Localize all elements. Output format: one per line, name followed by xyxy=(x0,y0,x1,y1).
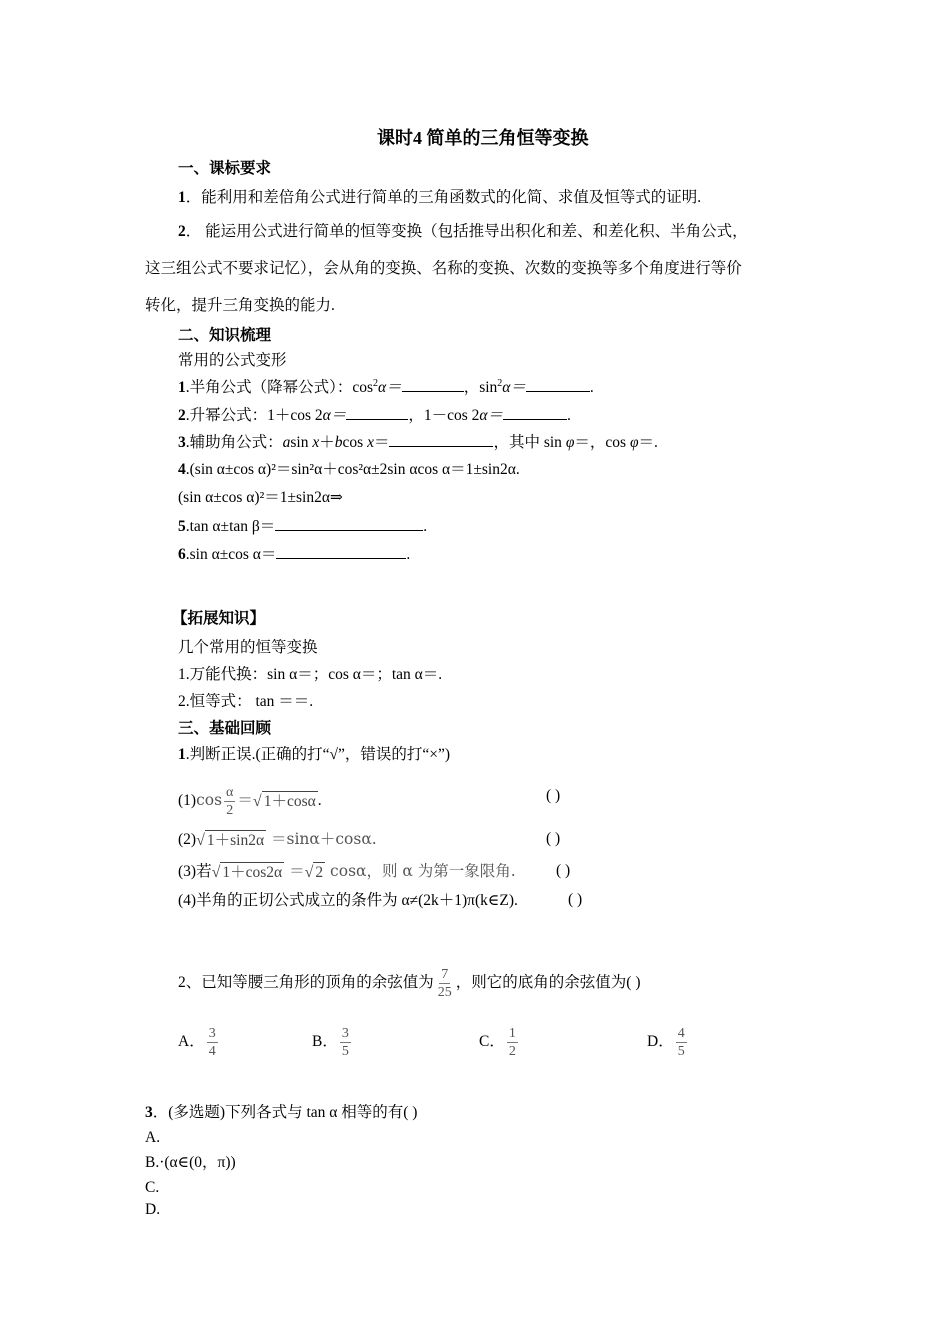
question-3-option-d[interactable]: D. xyxy=(145,1201,161,1218)
item-text-line-1: ． 能运用公式进行简单的恒等变换（包括推导出积化和差、和差化积、半角公式， xyxy=(185,223,748,240)
fraction: $\frac{3}{5}$ xyxy=(341,1026,349,1059)
item-number: 4 xyxy=(178,461,186,478)
math-text: ＝ xyxy=(284,862,305,880)
answer-blank[interactable] xyxy=(526,377,590,392)
question-text: ，则它的底角的余弦值为 xyxy=(455,974,627,992)
part-label: (2) xyxy=(178,831,197,848)
formula-square-identity-2: (sin α±cos α)²＝1±sin2α⇒ xyxy=(178,489,343,506)
formula-text: x xyxy=(312,434,320,451)
formula-auxiliary-angle xyxy=(178,432,658,453)
question-1-part-2 xyxy=(178,829,377,851)
option-d[interactable] xyxy=(647,1025,689,1060)
answer-blank[interactable] xyxy=(276,544,406,559)
formula-text: φ xyxy=(629,434,639,451)
formula-text: b xyxy=(334,434,343,451)
formula-text: α＝ xyxy=(479,407,503,424)
question-number: 3 xyxy=(145,1104,153,1121)
question-3-option-b[interactable]: B.·(α∈(0，π)) xyxy=(145,1154,236,1171)
section-heading-review: 三、基础回顾 xyxy=(178,720,272,737)
page-title: 课时4 简单的三角恒等变换 xyxy=(377,128,589,148)
answer-blank[interactable] xyxy=(503,405,567,420)
square-root: √ 1＋cos2α xyxy=(211,863,283,881)
item-number: 5 xyxy=(178,518,186,535)
formula-text: x xyxy=(367,434,374,451)
requirement-item-2-line-2: 这三组公式不要求记忆），会从角的变换、名称的变换、次数的变换等多个角度进行等价 xyxy=(145,260,742,277)
question-text: 2、已知等腰三角形的顶角的余弦值为 xyxy=(178,974,434,992)
item-number: 2 xyxy=(178,223,186,240)
formula-text: .tan α±tan β＝ xyxy=(185,518,276,535)
square-root: √ 2 xyxy=(304,863,324,881)
question-text: ．(多选题)下列各式与 tan α 相等的有( ) xyxy=(152,1104,418,1121)
formula-text: α＝ xyxy=(502,379,526,396)
requirement-item-1 xyxy=(178,188,701,208)
question-1-part-1 xyxy=(178,784,322,819)
answer-paren[interactable]: ( ) xyxy=(568,891,583,908)
question-1-part-3 xyxy=(178,861,516,883)
fraction: $\frac{7}{25}$ xyxy=(437,967,452,1000)
formula-text: φ xyxy=(565,434,575,451)
item-number: 3 xyxy=(178,434,186,451)
formula-tangent-sum xyxy=(178,516,427,537)
math-text: ＝sinα＋cosα. xyxy=(266,830,377,848)
option-a[interactable] xyxy=(178,1025,220,1060)
part-label: (3)若 xyxy=(178,863,212,880)
question-3-option-a[interactable]: A. xyxy=(145,1129,161,1146)
section-heading-extension: 【拓展知识】 xyxy=(172,610,266,627)
formula-text: . xyxy=(589,379,594,396)
formula-text: .半角公式（降幂公式）：cos xyxy=(185,379,374,396)
question-3-option-c[interactable]: C. xyxy=(145,1179,160,1196)
item-number: 6 xyxy=(178,546,186,563)
formula-text: ＋ xyxy=(319,434,335,451)
formula-power-raising xyxy=(178,405,571,426)
option-b[interactable] xyxy=(312,1025,353,1060)
item-number: 2 xyxy=(178,407,186,424)
subheading-formulas: 常用的公式变形 xyxy=(178,352,287,369)
fraction: $\frac{4}{5}$ xyxy=(677,1026,685,1059)
formula-text: sin xyxy=(290,434,313,451)
answer-blank[interactable] xyxy=(346,405,408,420)
answer-blank[interactable] xyxy=(402,377,464,392)
formula-text: .辅助角公式： xyxy=(185,434,283,451)
math-text: cos xyxy=(196,791,223,810)
option-label: A． xyxy=(178,1033,205,1051)
formula-text: ，1－cos 2 xyxy=(408,407,480,424)
question-1-stem xyxy=(178,745,450,765)
formula-text: .升幂公式：1＋cos 2 xyxy=(185,407,323,424)
option-label: D． xyxy=(647,1033,674,1051)
option-label: B． xyxy=(312,1033,338,1051)
answer-paren[interactable]: ( ) xyxy=(556,862,571,879)
section-heading-requirements: 一、课标要求 xyxy=(178,160,272,177)
answer-paren[interactable]: ( ) xyxy=(626,974,641,992)
square-root: √ 1＋sin2α xyxy=(196,831,265,849)
fraction: $\frac{3}{4}$ xyxy=(208,1026,216,1059)
formula-text: ＝，cos xyxy=(574,434,630,451)
formula-text: cos xyxy=(342,434,368,451)
formula-half-angle: 1.半角公式（降幂公式）：$\cos^2\alpha=$ ，$\sin^2\alpha=$ . xyxy=(178,377,594,396)
question-3-stem xyxy=(145,1103,417,1123)
formula-text: ＝ xyxy=(373,434,390,451)
requirement-item-2-line-3: 转化，提升三角变换的能力. xyxy=(145,297,335,314)
question-1-part-4: (4)半角的正切公式成立的条件为 α≠(2k＋1)π(k∈Z). xyxy=(178,892,518,909)
formula-text: ＝. xyxy=(638,434,658,451)
question-number: 1 xyxy=(178,746,186,763)
math-text: ＝ xyxy=(237,791,253,810)
section-heading-knowledge: 二、知识梳理 xyxy=(178,327,272,344)
requirement-item-2 xyxy=(178,222,748,242)
option-c[interactable] xyxy=(479,1025,520,1060)
formula-square-identity xyxy=(178,460,520,480)
math-text: . xyxy=(317,792,322,810)
formula-text: a xyxy=(282,434,291,451)
identity-universal-substitution: 1.万能代换：sin α＝；cos α＝；tan α＝. xyxy=(178,666,443,683)
part-label: (1) xyxy=(178,792,197,810)
answer-paren[interactable]: ( ) xyxy=(546,787,561,804)
formula-text: ，sin xyxy=(463,379,498,396)
formula-text: α＝ xyxy=(322,407,347,424)
formula-text: . xyxy=(406,546,411,563)
formula-sin-cos-sum xyxy=(178,544,410,565)
answer-paren[interactable]: ( ) xyxy=(546,830,561,847)
item-number: 1 xyxy=(178,189,186,206)
formula-text: ，其中 sin xyxy=(493,434,566,451)
item-number: 1 xyxy=(178,379,186,396)
formula-text: . xyxy=(567,407,571,424)
fraction: $\frac{1}{2}$ xyxy=(508,1026,516,1059)
question-2-stem xyxy=(178,966,640,1001)
square-root: √ 1＋cosα xyxy=(252,793,316,810)
math-text: cosα，则 α 为第一象限角. xyxy=(325,862,516,880)
question-text: .判断正误.(正确的打“√”，错误的打“×”) xyxy=(185,746,451,763)
answer-blank[interactable] xyxy=(389,432,493,447)
formula-text: .sin α±cos α＝ xyxy=(185,546,277,563)
option-label: C． xyxy=(479,1033,505,1051)
formula-text: . xyxy=(423,518,428,535)
item-text: ．能利用和差倍角公式进行简单的三角函数式的化简、求值及恒等式的证明. xyxy=(185,189,702,206)
fraction: $\frac{\alpha}{2}$ xyxy=(226,785,234,818)
answer-blank[interactable] xyxy=(275,516,423,531)
formula-text: α＝ xyxy=(378,379,402,396)
identity-half-tangent: 2.恒等式： tan ＝＝. xyxy=(178,693,314,710)
formula-text: .(sin α±cos α)²＝sin²α＋cos²α±2sin αcos α＝1±sin2α. xyxy=(185,461,520,478)
subheading-identities: 几个常用的恒等变换 xyxy=(178,639,318,656)
